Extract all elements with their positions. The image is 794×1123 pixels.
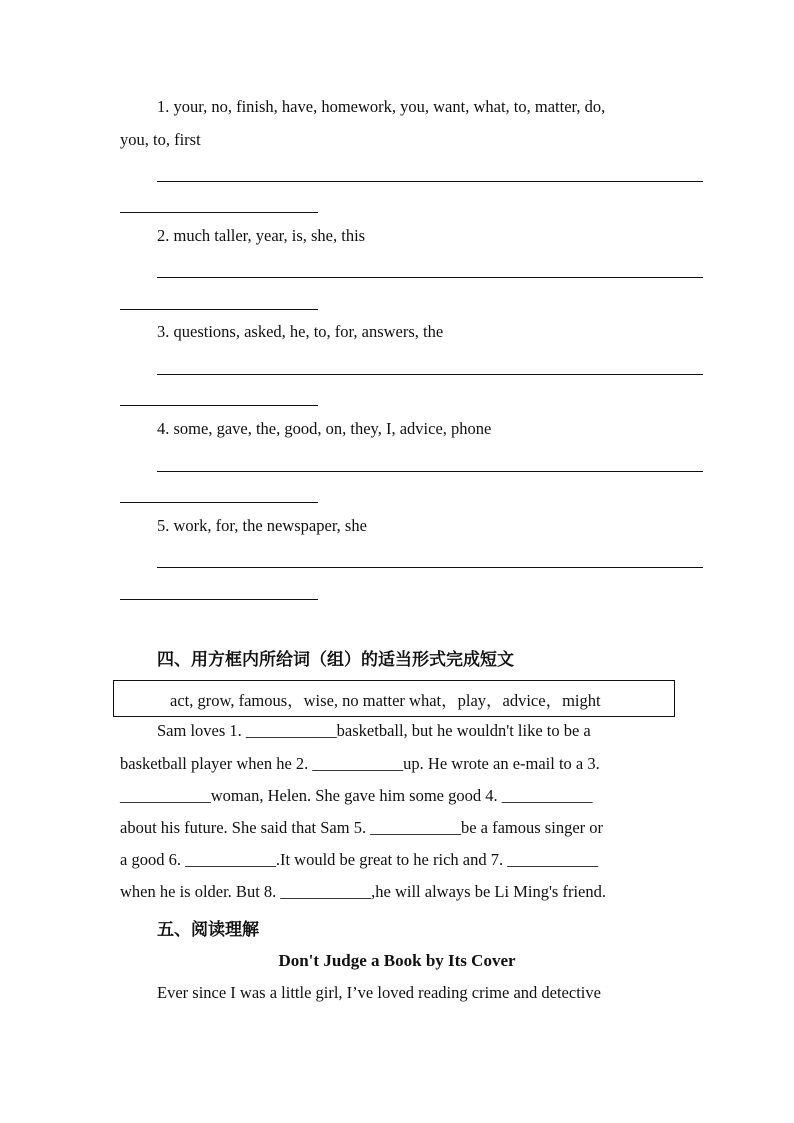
answer-line[interactable] (157, 374, 703, 375)
exercise-5-line1 (157, 516, 367, 536)
passage-line: about his future. She said that Sam 5. ___________be a famous singer or (120, 818, 604, 837)
exercise-3-line1 (157, 322, 443, 342)
exercise-3-number: 3. (157, 322, 170, 341)
reading-title: Don't Judge a Book by Its Cover (278, 951, 516, 970)
exercise-1-line1 (157, 97, 605, 117)
answer-line[interactable] (157, 471, 703, 472)
passage-line: basketball player when he 2. ___________up. He wrote an e-mail to a 3. (120, 754, 600, 773)
reading-first-line: Ever since I was a little girl, I’ve loved reading crime and detective (157, 983, 601, 1002)
exercise-5-words: work, for, the newspaper, she (173, 516, 367, 535)
exercise-1-number: 1. (157, 97, 170, 116)
exercise-3-words: questions, asked, he, to, for, answers, the (173, 322, 444, 341)
passage-line: when he is older. But 8. ___________,he will always be Li Ming's friend. (120, 882, 606, 901)
section-4-heading: 四、用方框内所给词（组）的适当形式完成短文 (157, 650, 514, 670)
exercise-1-line2: you, to, first (120, 130, 201, 149)
answer-line-continued[interactable] (120, 405, 318, 406)
passage-line: a good 6. ___________.It would be great to he rich and 7. ___________ (120, 850, 598, 869)
word-bank-text: act, grow, famous，wise, no matter what，play，advice，might (170, 691, 601, 710)
answer-line-continued[interactable] (120, 502, 318, 503)
exercise-4-line1 (157, 419, 491, 439)
exercise-2-words: much taller, year, is, she, this (173, 226, 366, 245)
answer-line-continued[interactable] (120, 212, 318, 213)
exercise-4-number: 4. (157, 419, 170, 438)
answer-line[interactable] (157, 181, 703, 182)
exercise-2-number: 2. (157, 226, 170, 245)
exercise-5-number: 5. (157, 516, 170, 535)
exercise-2-line1 (157, 226, 365, 246)
exercise-1-words: your, no, finish, have, homework, you, want, what, to, matter, do, (173, 97, 606, 116)
answer-line[interactable] (157, 567, 703, 568)
exercise-4-words: some, gave, the, good, on, they, I, advice, phone (173, 419, 492, 438)
answer-line-continued[interactable] (120, 599, 318, 600)
section-5-heading: 五、阅读理解 (157, 920, 259, 940)
passage-line: ___________woman, Helen. She gave him some good 4. ___________ (120, 786, 593, 805)
answer-line-continued[interactable] (120, 309, 318, 310)
passage-line: Sam loves 1. ___________basketball, but he wouldn't like to be a (157, 721, 591, 740)
answer-line[interactable] (157, 277, 703, 278)
word-bank-box (113, 680, 675, 717)
